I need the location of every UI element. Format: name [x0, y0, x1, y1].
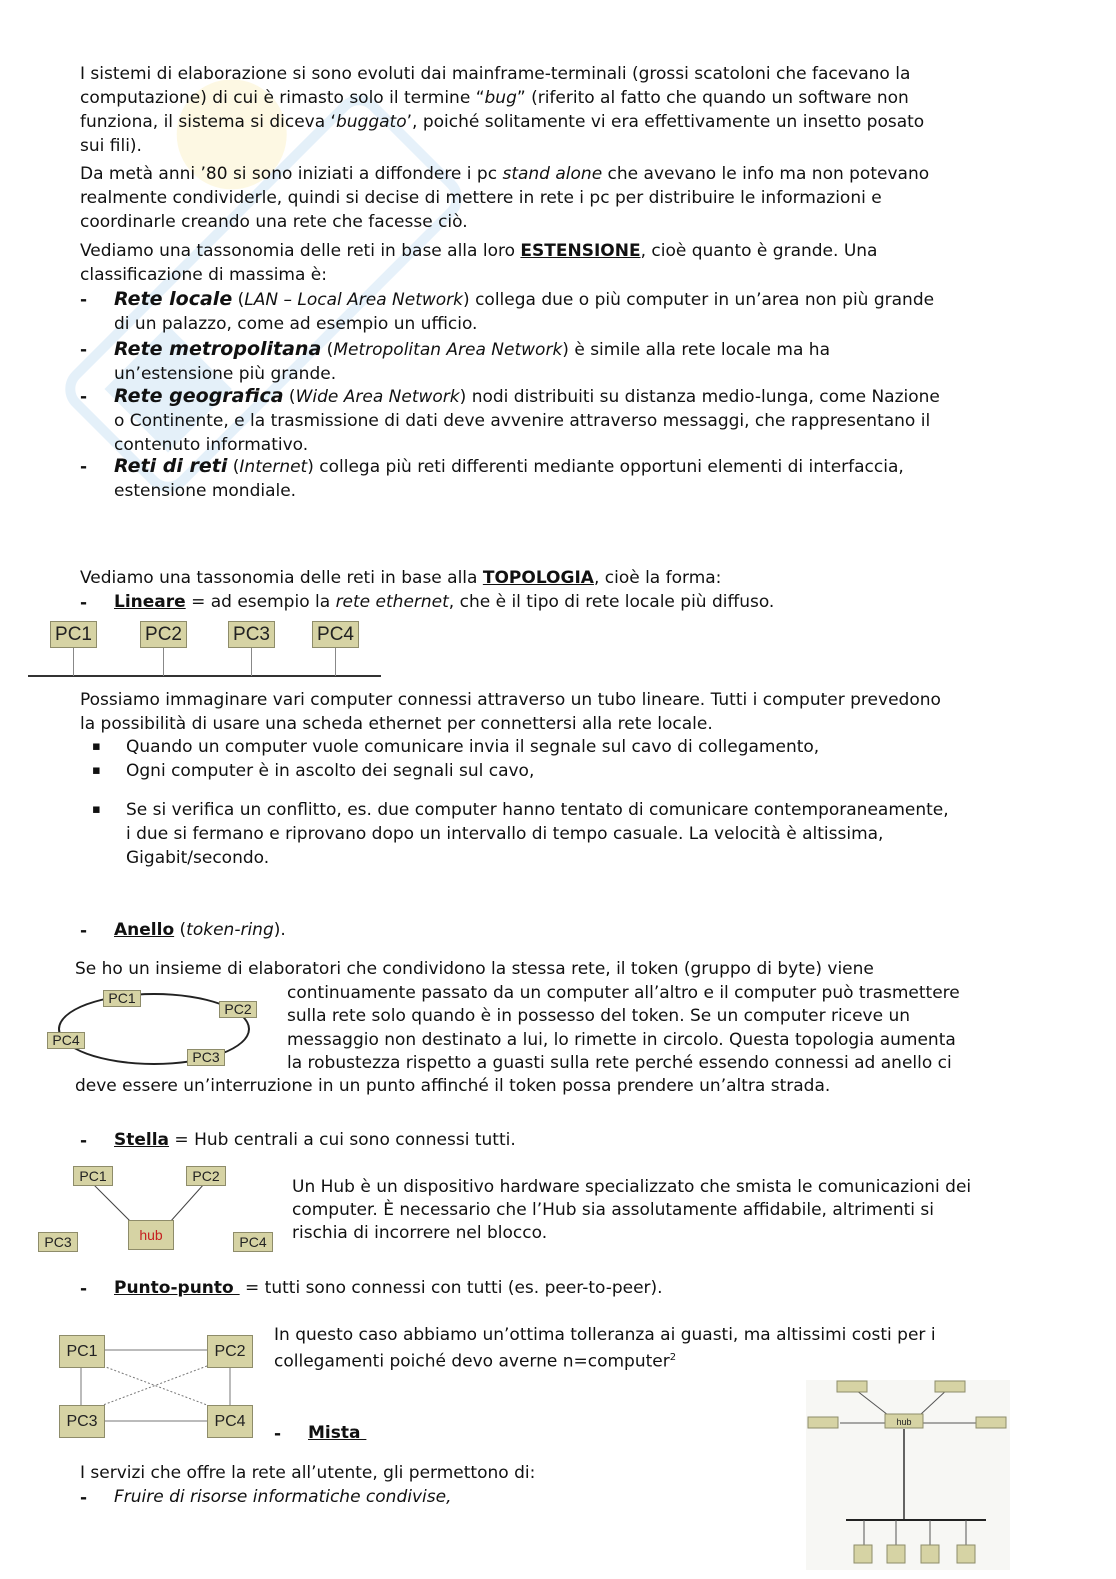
list-dash: - [80, 290, 88, 310]
list-item: Se si verifica un conflitto, es. due computer hanno tentato di comunicare contemporaneamente, i due si fermano e riprovano dopo un intervallo di tempo casuale. La velocità è altissima, Gigabit/secondo. [126, 800, 949, 868]
list-item: Quando un computer vuole comunicare invia il segnale sul cavo di collegamento, [126, 737, 820, 757]
list-dash: - [80, 387, 88, 407]
list-item: Rete geografica (Wide Area Network) nodi distribuiti su distanza medio-lunga, come Nazione o Continente, e la trasmissione di dati deve avvenire attraverso messaggi, che rappresentano il contenuto informativo. [114, 385, 940, 455]
star-text-line: computer. È necessario che l’Hub sia assolutamente affidabile, altrimenti si [292, 1200, 935, 1220]
list-item: Rete locale (LAN – Local Area Network) collega due o più computer in un’area non più grande di un palazzo, come ad esempio un ufficio. [114, 288, 935, 334]
list-item: Reti di reti (Internet) collega più reti differenti mediante opportuni elementi di interfaccia, estensione mondiale. [114, 455, 904, 501]
list-dash: - [80, 921, 88, 941]
ring-text-line: sulla rete solo quando è in possesso del token. Se un computer riceve un [287, 1006, 910, 1026]
list-dash: - [274, 1424, 282, 1444]
star-text-line: rischia di incorrere nel blocco. [292, 1223, 548, 1243]
topology-intro: Vediamo una tassonomia delle reti in base alla TOPOLOGIA, cioè la forma: [80, 568, 722, 588]
list-item: Rete metropolitana (Metropolitan Area Network) è simile alla rete locale ma ha un’estensione più grande. [114, 338, 830, 384]
ring-text-line: Se ho un insieme di elaboratori che condividono la stessa rete, il token (gruppo di byte) viene [75, 959, 874, 979]
ring-text-line: la robustezza rispetto a guasti sulla rete perché essendo connessi ad anello ci [287, 1053, 952, 1073]
topology-ring-heading: Anello (token-ring). [114, 920, 286, 940]
extension-intro: Vediamo una tassonomia delle reti in base alla loro ESTENSIONE, cioè quanto è grande. Una classificazione di massima è: [80, 241, 878, 285]
pc-node: PC2 [140, 621, 187, 648]
pc-node: PC2 [186, 1166, 226, 1186]
hub-node: hub [128, 1220, 174, 1250]
list-item: Ogni computer è in ascolto dei segnali sul cavo, [126, 761, 535, 781]
ring-text-line: continuamente passato da un computer all’altro e il computer può trasmettere [287, 983, 960, 1003]
bullet-icon: ▪ [92, 763, 101, 778]
list-dash: - [80, 1488, 88, 1508]
ring-text-line: deve essere un’interruzione in un punto affinché il token possa prendere un’altra strada. [75, 1076, 831, 1096]
pc-node: PC1 [59, 1335, 105, 1368]
pc-node: PC1 [73, 1166, 113, 1186]
list-dash: - [80, 457, 88, 477]
list-dash: - [80, 593, 88, 613]
ring-text-line: messaggio non destinato a lui, lo rimette in circolo. Questa topologia aumenta [287, 1030, 956, 1050]
linear-description: Possiamo immaginare vari computer connessi attraverso un tubo lineare. Tutti i computer prevedono la possibilità di usare una scheda ethernet per connettersi alla rete locale. [80, 690, 941, 734]
topology-linear-heading: Lineare = ad esempio la rete ethernet, che è il tipo di rete locale più diffuso. [114, 592, 775, 612]
topology-star-heading: Stella = Hub centrali a cui sono connessi tutti. [114, 1130, 516, 1150]
intro-paragraph: I sistemi di elaborazione si sono evoluti dai mainframe-terminali (grossi scatoloni che facevano la computazione) di cui è rimasto solo il termine “bug” (riferito al fatto che quando un software non funziona, il sistema si diceva ‘buggato’, poiché solitamente vi era effettivamente un insetto posato sui fili). [80, 64, 925, 156]
list-item: Fruire di risorse informatiche condivise, [114, 1487, 452, 1507]
pc-node: PC1 [50, 621, 97, 648]
services-intro: I servizi che offre la rete all’utente, gli permettono di: [80, 1463, 536, 1483]
pc-node: PC4 [312, 621, 359, 648]
p2p-text-line: In questo caso abbiamo un’ottima tolleranza ai guasti, ma altissimi costi per i [274, 1325, 936, 1345]
pc-history-paragraph: Da metà anni ’80 si sono iniziati a diffondere i pc stand alone che avevano le info ma non potevano realmente condividerle, quindi si decise di mettere in rete i pc per distribuire le informazioni e coordinarle creando una rete che facesse ciò. [80, 164, 930, 232]
pc-node: PC4 [233, 1232, 273, 1252]
pc-node: PC2 [219, 1001, 257, 1018]
p2p-text-line: collegamenti poiché devo averne n=computer$^2$ [274, 1351, 677, 1372]
pc-node: PC1 [103, 990, 141, 1007]
topology-p2p-heading: Punto-punto = tutti sono connessi con tutti (es. peer-to-peer). [114, 1278, 663, 1298]
pc-node: PC2 [207, 1335, 253, 1368]
p2p-links [0, 0, 300, 1450]
mixed-diagram [800, 1370, 1020, 1570]
pc-node: PC3 [228, 621, 275, 648]
list-dash: - [80, 340, 88, 360]
bullet-icon: ▪ [92, 802, 101, 817]
list-dash: - [80, 1279, 88, 1299]
pc-node: PC3 [38, 1232, 78, 1252]
topology-mixed-heading: Mista [308, 1423, 367, 1443]
pc-node: PC3 [59, 1405, 105, 1438]
star-text-line: Un Hub è un dispositivo hardware specializzato che smista le comunicazioni dei [292, 1177, 972, 1197]
bus-link [335, 647, 336, 676]
list-dash: - [80, 1131, 88, 1151]
bullet-icon: ▪ [92, 739, 101, 754]
svg-text:hub: hub [896, 1417, 912, 1427]
pc-node: PC4 [207, 1405, 253, 1438]
pc-node: PC4 [47, 1032, 85, 1049]
pc-node: PC3 [187, 1049, 225, 1066]
